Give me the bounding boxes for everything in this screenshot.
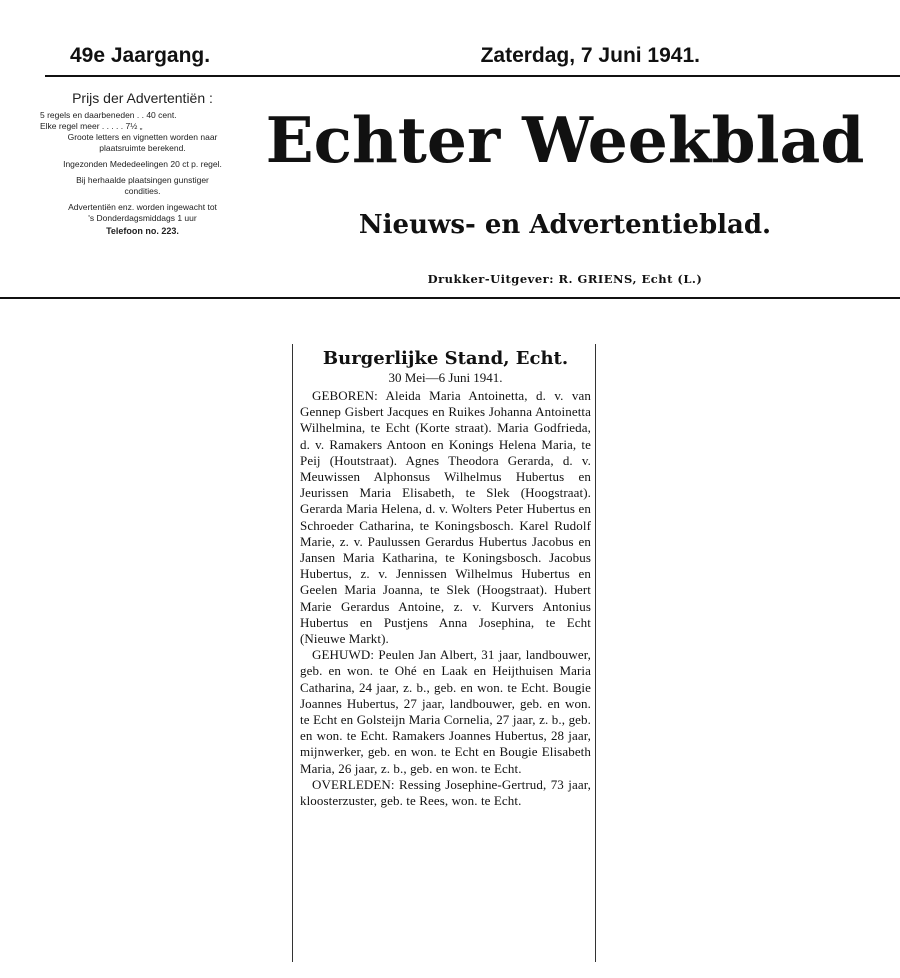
prices-line: Groote letters en vignetten worden naar: [67, 132, 218, 142]
prices-line: plaatsruimte berekend.: [99, 143, 186, 153]
masthead-bottom-rule: [0, 297, 900, 299]
phone-number: Telefoon no. 223.: [106, 226, 179, 236]
article-date-range: 30 Mei—6 Juni 1941.: [388, 370, 503, 385]
prices-line: 's Donderdagsmiddags 1 uur: [88, 213, 197, 223]
deaths-section: OVERLEDEN: Ressing Josephine-Gertrud, 73 jaar, kloosterzuster, geb. te Rees, won. te Echt.: [300, 776, 591, 809]
civil-registry-article: [292, 344, 596, 962]
newspaper-title: Echter Weekblad: [265, 103, 865, 177]
prices-line: condities.: [124, 186, 161, 196]
advertising-prices-box: [40, 90, 245, 236]
volume-label: 49e Jaargang.: [70, 44, 211, 67]
issue-date: Zaterdag, 7 Juni 1941.: [480, 44, 700, 67]
top-rule: [45, 75, 900, 77]
prices-line: Advertentiën enz. worden ingewacht tot: [68, 202, 217, 212]
marriages-section: GEHUWD: Peulen Jan Albert, 31 jaar, landbouwer, geb. en won. te Ohé en Laak en Heijthuisen Maria Catharina, 24 jaar, z. b., geb. en won. te Echt. Bougie Joannes Hubertus, 27 jaar, landbouwer, geb. en won. te Echt en Golsteijn Maria Cornelia, 27 jaar, z. b., geb. en won. te Echt. Ramakers Joannes Hubertus, 28 jaar, mijnwerker, geb. en won. te Echt en Bougie Elisabeth Maria, 26 jaar, z. b., geb. en won. te Echt.: [300, 647, 591, 776]
article-title: Burgerlijke Stand, Echt.: [322, 348, 569, 369]
births-section: GEBOREN: Aleida Maria Antoinetta, d. v. van Gennep Gisbert Jacques en Ruikes Johanna Antoinetta Wilhelmina, te Echt (Korte straat). Maria Godfrieda, d. v. Ramakers Antoon en Konings Helena Maria, te Peij (Houtstraat). Agnes Theodora Gerarda, d. v. Meuwissen Alphonsus Wilhelmus Hubertus en Jeurissen Maria Elisabeth, te Slek (Hoogstraat). Gerarda Maria Helena, d. v. Wolters Peter Hubertus en Schroeder Catharina, te Koningsbosch. Karel Rudolf Marie, z. v. Paulussen Gerardus Hubertus Jacobus en Jansen Maria Katharina, te Koningsbosch. Jacobus Hubertus, z. v. Jennissen Wilhelmus Hubertus en Geelen Maria Joanna, te Slek (Hoogstraat). Hubert Marie Gerardus Antoine, z. v. Kurvers Antonius Hubertus en Pustjens Anna Josephina, te Echt (Nieuwe Markt).: [300, 388, 591, 647]
printer-publisher-line: Drukker-Uitgever: R. GRIENS, Echt (L.): [427, 272, 703, 286]
newspaper-subtitle: Nieuws- en Advertentieblad.: [358, 210, 772, 240]
top-bar: [45, 42, 700, 76]
prices-line: 5 regels en daarbeneden . . 40 cent.: [40, 110, 177, 120]
prices-line: Elke regel meer . . . . . 7½ „: [40, 121, 143, 131]
prices-title: Prijs der Advertentiën :: [72, 90, 213, 106]
prices-line: Ingezonden Mededeelingen 20 ct p. regel.: [63, 159, 222, 169]
prices-line: Bij herhaalde plaatsingen gunstiger: [76, 175, 209, 185]
